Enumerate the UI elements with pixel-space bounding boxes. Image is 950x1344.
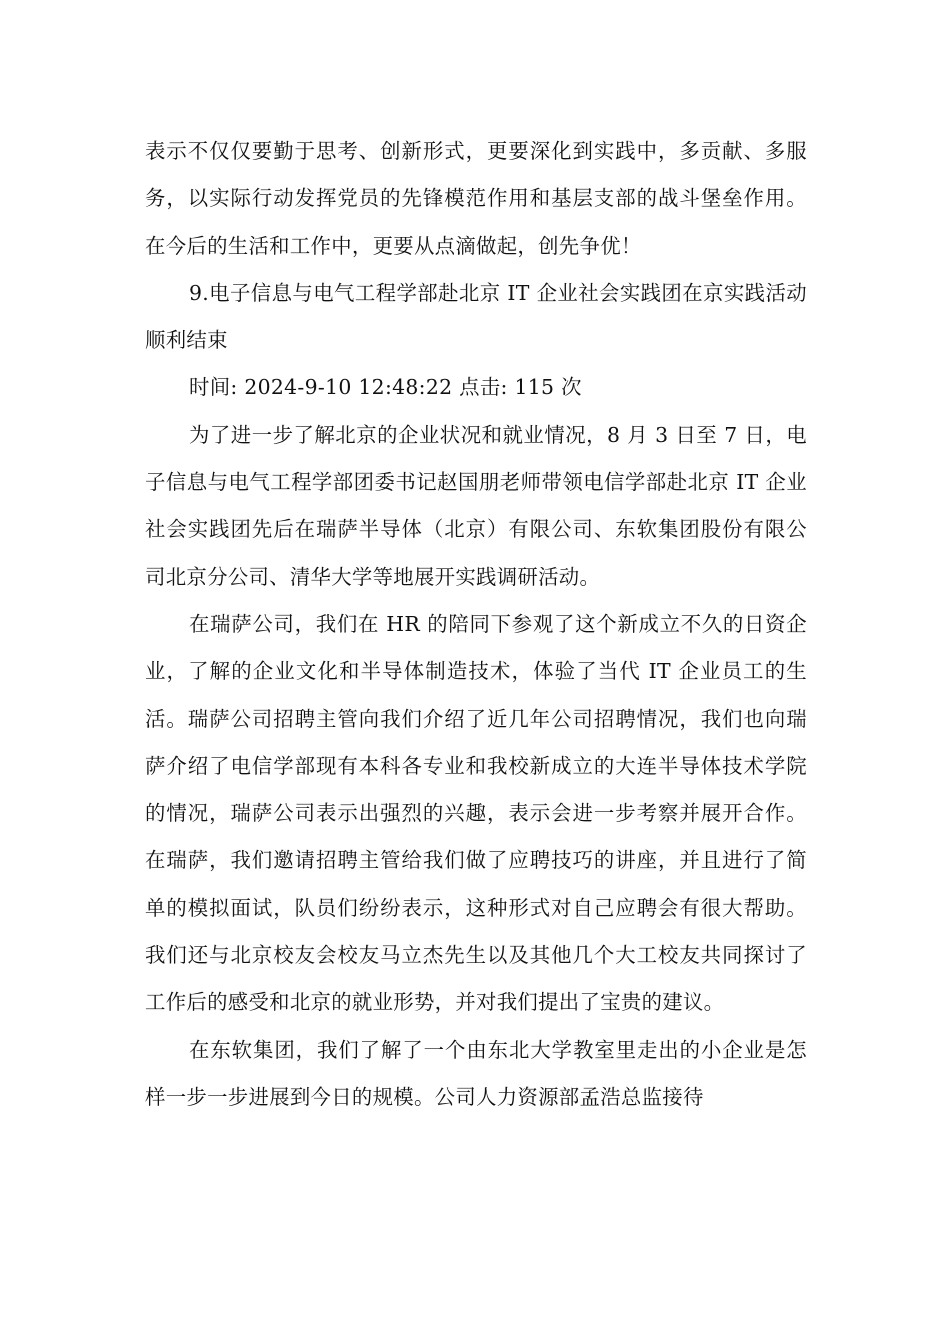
paragraph-continuation: 表示不仅仅要勤于思考、创新形式，更要深化到实践中，多贡献、多服务，以实际行动发挥党员的先锋模范作用和基层支部的战斗堡垒作用。在今后的生活和工作中，更要从点滴做起，创先争优！	[145, 139, 807, 258]
paragraph-renesas: 在瑞萨公司，我们在 HR 的陪同下参观了这个新成立不久的日资企业，了解的企业文化和半导体制造技术，体验了当代 IT 企业员工的生活。瑞萨公司招聘主管向我们介绍了近几年公司招聘情况，我们也向瑞萨介绍了电信学部现有本科各专业和我校新成立的大连半导体技术学院的情况，瑞萨公司表示出强烈的兴趣，表示会进一步考察并展开合作。在瑞萨，我们邀请招聘主管给我们做了应聘技巧的讲座，并且进行了简单的模拟面试，队员们纷纷表示，这种形式对自己应聘会有很大帮助。我们还与北京校友会校友马立杰先生以及其他几个大工校友共同探讨了工作后的感受和北京的就业形势，并对我们提出了宝贵的建议。	[145, 611, 807, 1015]
paragraph-intro: 为了进一步了解北京的企业状况和就业情况，8 月 3 日至 7 日，电子信息与电气工程学部团委书记赵国朋老师带领电信学部赴北京 IT 企业社会实践团先后在瑞萨半导体（北京）有限公司、东软集团股份有限公司北京分公司、清华大学等地展开实践调研活动。	[145, 422, 807, 589]
article-title: 9.电子信息与电气工程学部赴北京 IT 企业社会实践团在京实践活动顺利结束	[145, 280, 807, 353]
article-meta: 时间: 2024-9-10 12:48:22 点击: 115 次	[189, 375, 582, 400]
paragraph-neusoft: 在东软集团，我们了解了一个由东北大学教室里走出的小企业是怎样一步一步进展到今日的规模。公司人力资源部孟浩总监接待	[145, 1037, 807, 1109]
document-body	[145, 128, 807, 1121]
